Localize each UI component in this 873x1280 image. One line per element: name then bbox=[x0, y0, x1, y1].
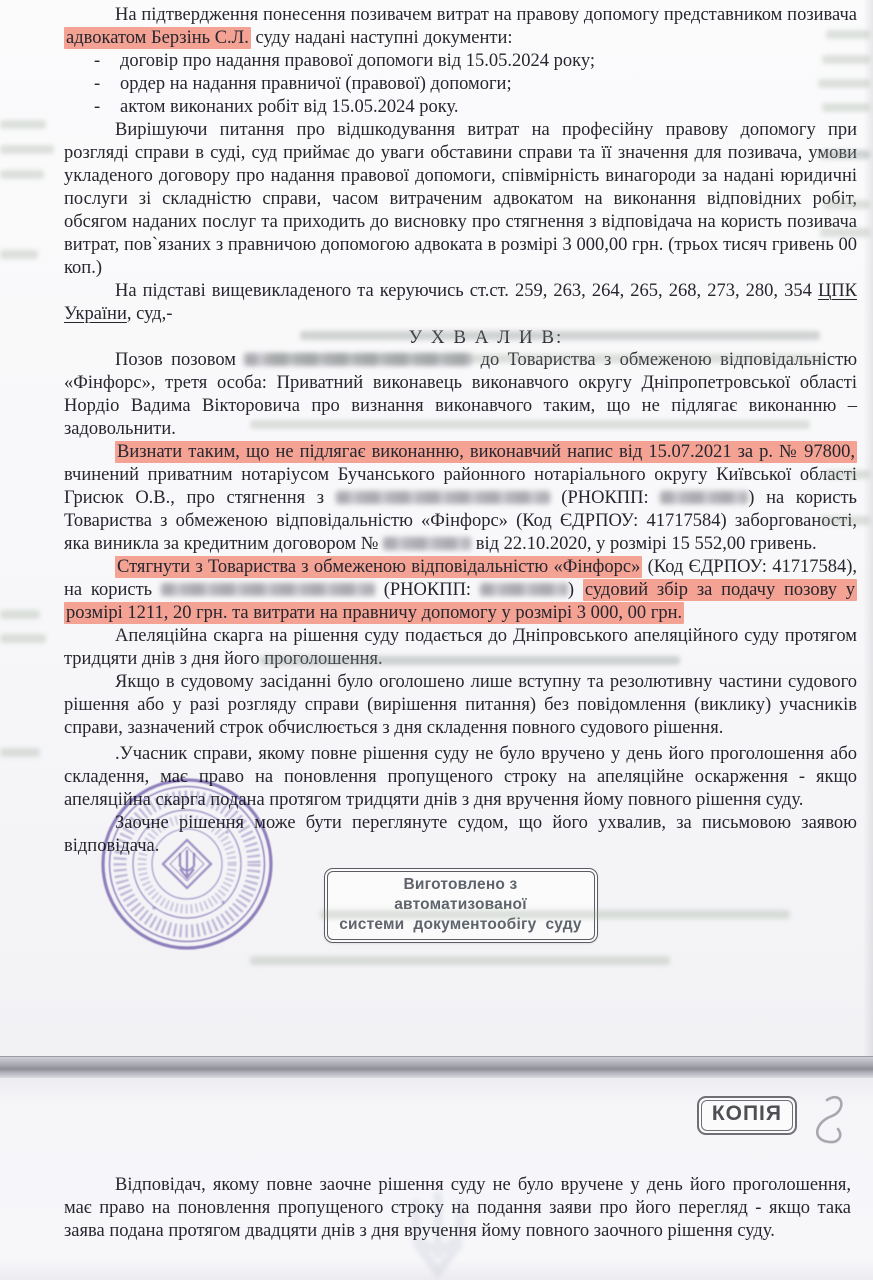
bleed-mark bbox=[250, 956, 670, 965]
document-page-2 bbox=[0, 1078, 873, 1280]
paragraph-writ-invalidated bbox=[64, 441, 857, 556]
highlighted-text-writ: Визнати таким, що не підлягає виконанню, виконавчий напис від 15.07.2021 за р. № 97800, bbox=[117, 442, 855, 462]
highlighted-text-collect: Стягнути з Товариства з обмеженою відповідальністю «Фінфорс» bbox=[117, 557, 641, 577]
text-run: ) bbox=[567, 580, 583, 600]
list-item-text: актом виконаних робіт від 15.05.2024 року. bbox=[120, 97, 459, 117]
paragraph-legal-basis bbox=[64, 280, 857, 326]
redacted-plaintiff-name bbox=[244, 353, 472, 366]
text-run: На підтвердження понесення позивачем витрат на правову допомогу представником позивача bbox=[115, 5, 857, 25]
copy-stamp bbox=[697, 1096, 797, 1135]
decision-heading: У Х В А Л И В: bbox=[408, 327, 564, 348]
text-run: від 22.10.2020, у розмірі 15 552,00 гривень. bbox=[471, 534, 817, 554]
list-item-text: договір про надання правової допомоги від 15.05.2024 року; bbox=[120, 51, 596, 71]
paragraph-default-judgment-review: Заочне рішення може бути переглянуте судом, що його ухвалив, за письмовою заявою відповідача. bbox=[64, 813, 857, 856]
list-item-order bbox=[94, 73, 857, 96]
paragraph-appeal-term: Апеляційна скарга на рішення суду подається до Дніпровського апеляційного суду протягом тридцяти днів з дня його проголошення. bbox=[64, 626, 857, 669]
text-run: (Код ЄДРПОУ: 41717584), на користь bbox=[64, 557, 857, 600]
highlighted-text-advocate: адвокатом Берзінь С.Л. bbox=[66, 28, 249, 48]
text-run: до Товариства з обмеженою відповідальністю «Фінфорс», третя особа: Приватний виконавець виконавчого округу Дніпропетровської області Нордіо Вадима Вікторовича про визнання виконавчого таким, що не підлягає виконанню – задовольнити. bbox=[64, 350, 858, 439]
text-run: ) на користь Товариства з обмеженою відповідальністю «Фінфорс» (Код ЄДРПОУ: 41717584) заборгованості, яка виникла за кредитним договором № bbox=[64, 488, 857, 554]
auto-system-stamp-line1: Виготовлено з автоматизованої bbox=[394, 876, 527, 913]
auto-system-stamp bbox=[324, 868, 598, 943]
text-run: вчинений приватним нотаріусом Бучанського районного нотаріального округу Київської області Грисюк О.В., про стягнення з bbox=[64, 465, 857, 508]
page-2-text-block bbox=[0, 1078, 873, 1280]
underlined-text-cpk: ЦПК України bbox=[64, 281, 857, 324]
list-dash: - bbox=[94, 74, 101, 94]
paragraph-expenses-reasoning: Вирішуючи питання про відшкодування витрат на професійну правову допомогу при розгляді справи в суді, суд приймає до уваги обставини справи та її значення для позивача, умови укладеного договору про надання правової допомоги, співмірність винагороди за надані юридичні послуги зі складністю справи, часом витраченим адвокатом на виконання відповідних робіт, обсягом наданих послуг та приходить до висновку про стягнення з відповідача на користь позивача витрат, пов`язаних з правничою допомогою адвоката в розмірі 3 000,00 грн. (трьох тисяч гривень 00 коп.) bbox=[64, 120, 857, 278]
redacted-rnokpp-number-2 bbox=[480, 583, 568, 596]
redacted-contract-number bbox=[383, 537, 471, 550]
auto-system-stamp-line2: системи документообігу суду bbox=[339, 916, 582, 933]
list-item-contract bbox=[94, 50, 857, 73]
list-item-act bbox=[94, 96, 857, 119]
text-run: Позов позовом bbox=[115, 350, 245, 370]
paragraph-default-judgment-renewal: Відповідач, якому повне заочне рішення суду не було вручене у день його проголошення, має право на поновлення пропущеного строку на подання заяви про його перегляд - якщо така заява подана протягом двадцяти днів з дня вручення йому повного заочного рішення суду. bbox=[64, 1175, 851, 1241]
redacted-debtor-name bbox=[336, 491, 550, 504]
redacted-beneficiary-name bbox=[161, 583, 375, 596]
list-dash: - bbox=[94, 97, 101, 117]
text-run: (РНОКПП: bbox=[549, 488, 661, 508]
page-break-band bbox=[0, 1056, 873, 1079]
highlighted-text-court-fee: судовий збір за подачу позову у розмірі 1211, 20 грн. та витрати на правничу допомогу у розмірі 3 000, 00 грн. bbox=[66, 580, 856, 623]
text-run: На підставі вищевикладеного та керуючись ст.ст. 259, 263, 264, 265, 268, 273, 280, 354 bbox=[115, 281, 818, 301]
redacted-rnokpp-number bbox=[660, 491, 748, 504]
list-dash: - bbox=[94, 51, 101, 71]
text-run: суду надані наступні документи: bbox=[250, 28, 513, 48]
copy-stamp-border bbox=[701, 1100, 793, 1131]
paragraph-costs-awarded bbox=[64, 556, 857, 625]
auto-system-stamp-border bbox=[327, 871, 595, 940]
paragraph-announcement-rule: Якщо в судовому засіданні було оголошено лише вступну та резолютивну частини судового рішення або у разі розгляду справи (вирішення питання) без повідомлення (виклику) учасників справи, зазначений строк обчислюється з дня складення повного судового рішення. bbox=[64, 672, 857, 738]
paragraph-renewal-rule: .Учасник справи, якому повне рішення суду не було вручено у день його проголошення або складення, має право на поновлення пропущеного строку на апеляційне оскарження - якщо апеляційна скарга подана протягом тридцяти днів з дня вручення йому повного рішення суду. bbox=[64, 744, 857, 810]
paragraph-claim-satisfied bbox=[64, 349, 857, 441]
paragraph-evidence-intro bbox=[64, 4, 857, 50]
text-run: (РНОКПП: bbox=[374, 580, 480, 600]
list-item-text: ордер на надання правничої (правової) допомоги; bbox=[120, 74, 512, 94]
text-run: , суд,- bbox=[126, 304, 173, 324]
signature-mark bbox=[797, 1092, 845, 1158]
copy-stamp-label: КОПІЯ bbox=[711, 1102, 782, 1125]
